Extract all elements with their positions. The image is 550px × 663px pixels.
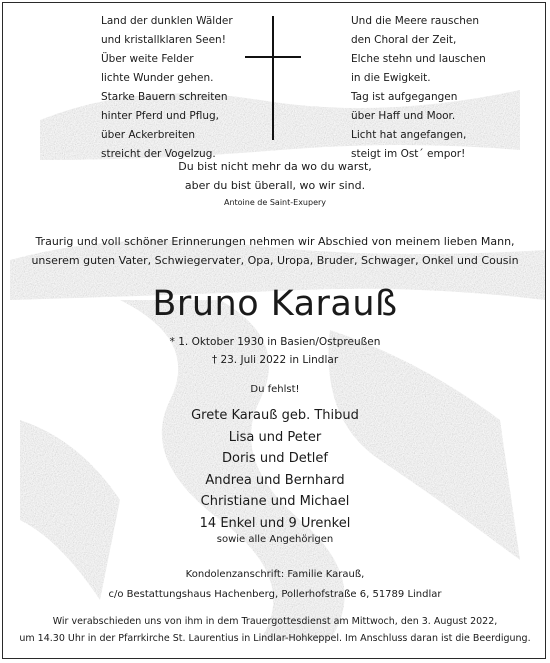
quote-text: Du bist nicht mehr da wo du warst, aber du bist überall, wo wir sind. (178, 160, 372, 192)
funeral-service-info: Wir verabschieden uns von ihm in dem Trauergottesdienst am Mittwoch, den 3. August 2022, um 14.30 Uhr in der Pfarrkirche St. Laurentius in Lindlar-Hohkeppel. Im Anschluss daran ist die Beerdigung. (19, 616, 531, 644)
cross-icon-horizontal (245, 56, 301, 58)
family-list: Grete Karauß geb. Thibud Lisa und Peter Doris und Detlef Andrea und Bernhard Christiane und Michael 14 Enkel und 9 Urenkel (191, 408, 359, 531)
relatives-line: sowie alle Angehörigen (216, 534, 334, 545)
poem-left-stanza: Land der dunklen Wälder und kristallklaren Seen! Über weite Felder lichte Wunder gehen. Starke Bauern schreiten hinter Pferd und Pflug, über Ackerbreiten streicht der Vogelzug. (101, 15, 233, 160)
life-dates: * 1. Oktober 1930 in Basien/Ostpreußen † 23. Juli 2022 in Lindlar (169, 336, 381, 366)
deceased-name: Bruno Karauß (152, 284, 398, 324)
missed-line: Du fehlst! (250, 384, 300, 395)
poem-right-stanza: Und die Meere rauschen den Choral der Zeit, Elche stehn und lauschen in die Ewigkeit. Tag ist aufgegangen über Haff und Moor. Licht hat angefangen, steigt im Ost´ empor! (351, 15, 486, 160)
quote-author: Antoine de Saint-Exupery (223, 198, 327, 207)
cross-icon-vertical (272, 16, 274, 140)
intro-text: Traurig und voll schöner Erinnerungen nehmen wir Abschied von meinem lieben Mann, unserem guten Vater, Schwiegervater, Opa, Uropa, Bruder, Schwager, Onkel und Cousin (31, 235, 519, 267)
condolence-address: Kondolenzanschrift: Familie Karauß, c/o Bestattungshaus Hachenberg, Pollerhofstraße 6, 51789 Lindlar (108, 569, 442, 600)
